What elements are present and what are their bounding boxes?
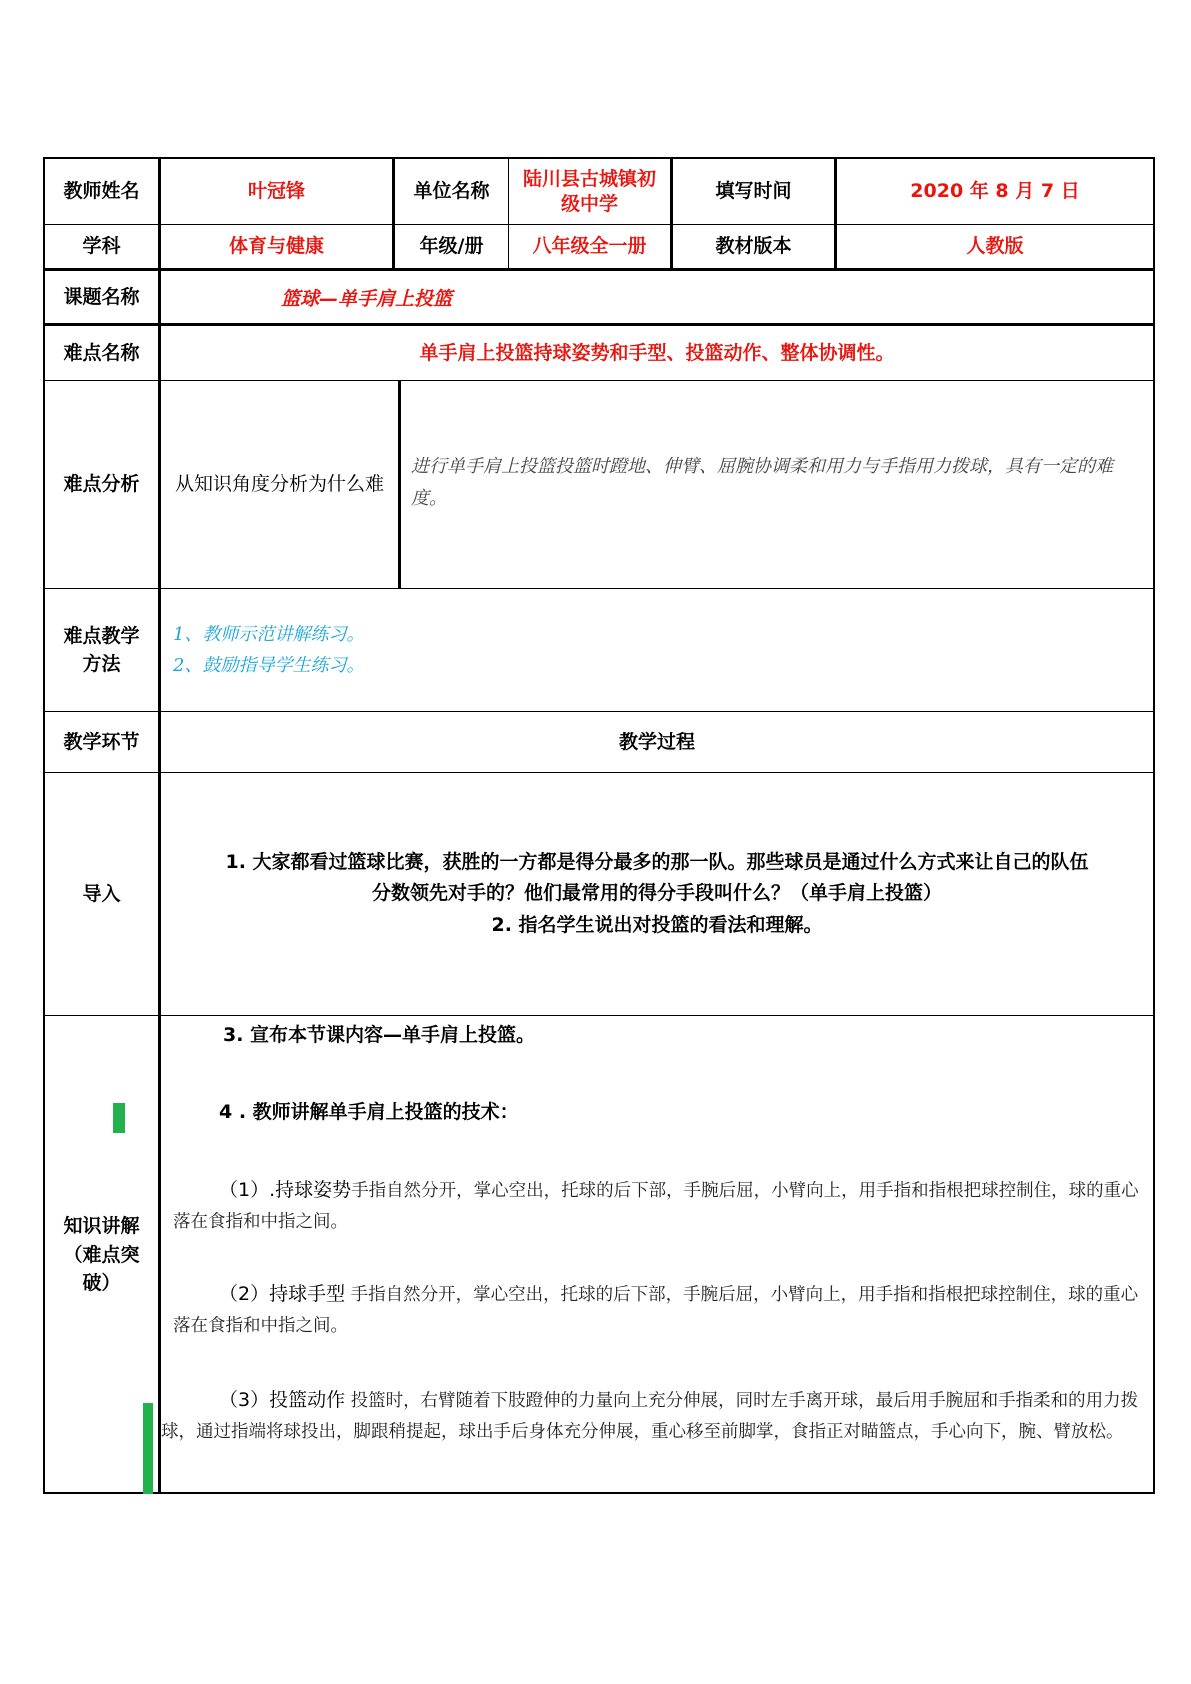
date-value: 2020 年 8 月 7 日 <box>910 180 1080 203</box>
green-marker-top <box>113 1103 125 1133</box>
knowledge-label: 知识讲解（难点突破） <box>45 1016 161 1494</box>
difficulty-label: 难点名称 <box>45 326 161 380</box>
analysis-sub-label: 从知识角度分析为什么难 <box>161 381 401 588</box>
intro-row <box>45 773 1153 1016</box>
method-row <box>45 589 1153 712</box>
intro-line-2: 分数领先对手的？他们最常用的得分手段叫什么？（单手肩上投篮） <box>371 882 942 905</box>
intro-line-1: 1. 大家都看过篮球比赛，获胜的一方都是得分最多的那一队。那些球员是通过什么方式来让自己的队伍 <box>225 850 1089 873</box>
intro-label: 导入 <box>45 773 161 1015</box>
analysis-label: 难点分析 <box>45 381 161 588</box>
knowledge-s1 <box>173 1173 1141 1239</box>
knowledge-s2 <box>173 1277 1141 1343</box>
knowledge-row <box>45 1016 1153 1494</box>
analysis-text: 进行单手肩上投篮投篮时蹬地、伸臂、屈腕协调柔和用力与手指用力拨球，具有一定的难度。 <box>411 456 1113 509</box>
unit-label: 单位名称 <box>395 159 509 224</box>
knowledge-p3: 3. 宣布本节课内容—单手肩上投篮。 <box>223 1024 536 1046</box>
green-marker-bottom <box>143 1403 153 1494</box>
topic-row <box>45 271 1153 326</box>
process-label: 教学环节 <box>45 712 161 772</box>
date-label: 填写时间 <box>673 159 837 224</box>
topic-label: 课题名称 <box>45 271 161 323</box>
teacher-value: 叶冠锋 <box>161 159 395 224</box>
intro-text <box>161 773 1153 1015</box>
grade-label: 年级/册 <box>395 225 509 268</box>
edition-value: 人教版 <box>966 235 1024 258</box>
grade-value: 八年级全一册 <box>509 225 673 268</box>
method-label: 难点教学方法 <box>45 589 161 711</box>
knowledge-s3-head: （3）投篮动作 <box>219 1388 346 1411</box>
method-item-1: 1、教师示范讲解练习。 <box>173 623 365 645</box>
teacher-label: 教师姓名 <box>45 159 161 224</box>
knowledge-content <box>161 1016 1153 1494</box>
process-header-row <box>45 712 1153 773</box>
difficulty-value: 单手肩上投篮持球姿势和手型、投篮动作、整体协调性。 <box>419 341 895 364</box>
knowledge-s2-body: 手指自然分开，掌心空出，托球的后下部，手腕后屈，小臂向上，用手指和指根把球控制住，球的重心落在食指和中指之间。 <box>173 1284 1139 1337</box>
intro-line-3: 2. 指名学生说出对投篮的看法和理解。 <box>491 913 823 936</box>
subject-value: 体育与健康 <box>161 225 395 268</box>
difficulty-row <box>45 326 1153 381</box>
subject-label: 学科 <box>45 225 161 268</box>
edition-label: 教材版本 <box>673 225 837 268</box>
process-value: 教学过程 <box>618 730 695 753</box>
knowledge-s2-head: （2）持球手型 <box>219 1282 346 1305</box>
header-row-1 <box>45 159 1153 225</box>
analysis-row <box>45 381 1153 589</box>
knowledge-p4: 4 . 教师讲解单手肩上投篮的技术： <box>219 1101 519 1124</box>
method-list <box>161 589 1153 711</box>
knowledge-s3 <box>161 1383 1141 1449</box>
topic-value: 篮球—单手肩上投篮 <box>281 287 453 310</box>
unit-value: 陆川县古城镇初级中学 <box>509 159 673 224</box>
knowledge-s3-body: 投篮时，右臂随着下肢蹬伸的力量向上充分伸展，同时左手离开球，最后用手腕屈和手指柔和的用力拨球，通过指端将球投出，脚跟稍提起，球出手后身体充分伸展，重心移至前脚掌，食指正对瞄篮点，手心向下，腕、臂放松。 <box>161 1390 1139 1443</box>
knowledge-s1-head: （1）.持球姿势 <box>219 1178 352 1201</box>
knowledge-s1-body: 手指自然分开，掌心空出，托球的后下部，手腕后屈，小臂向上，用手指和指根把球控制住，球的重心落在食指和中指之间。 <box>173 1180 1139 1233</box>
method-item-2: 2、鼓励指导学生练习。 <box>173 655 365 676</box>
header-row-2 <box>45 225 1153 271</box>
lesson-plan-table <box>43 157 1155 1494</box>
